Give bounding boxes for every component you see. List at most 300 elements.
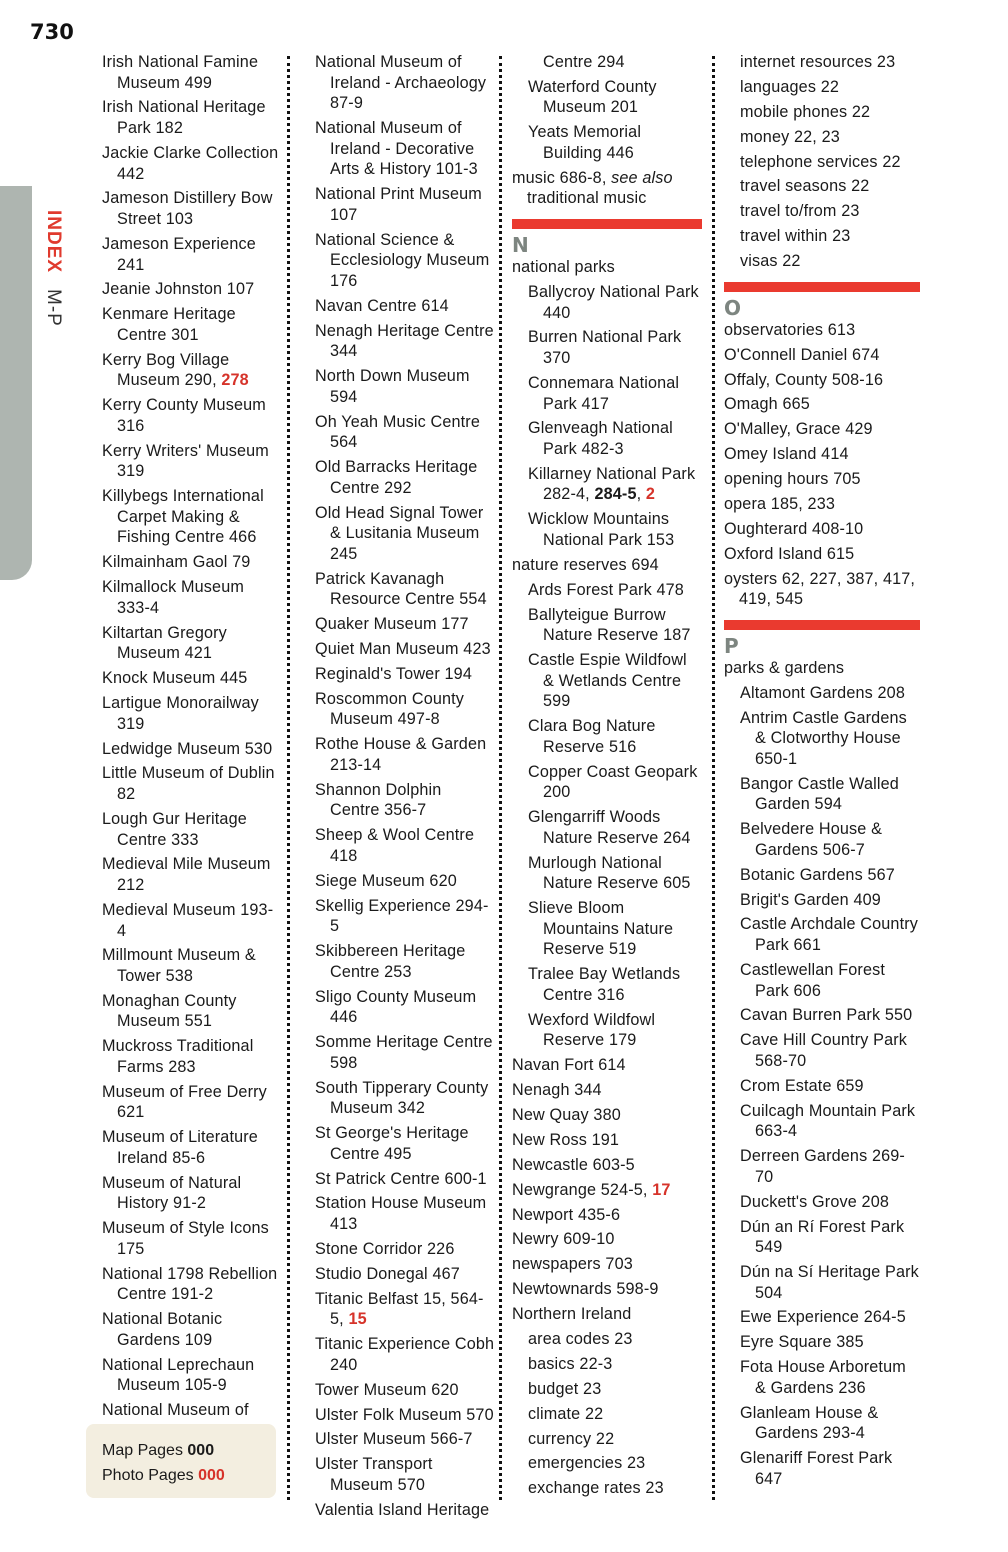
entry-text: Irish National Heritage Park 182	[102, 98, 266, 138]
entry-text: Sligo County Museum 446	[315, 987, 477, 1027]
index-entry	[315, 689, 495, 730]
index-entry	[724, 345, 920, 366]
index-entry	[315, 734, 495, 775]
index-entry	[102, 1127, 280, 1168]
entry-text: Newry 609-10	[512, 1230, 615, 1249]
index-entry	[724, 569, 920, 610]
entry-text: Sheep & Wool Centre 418	[315, 826, 475, 865]
section-letter: N	[512, 233, 529, 258]
map-page-ref: 278	[221, 371, 249, 390]
entry-text: Bangor Castle Walled Garden 594	[740, 774, 899, 814]
entry-text: Kerry Bog Village Museum 290,	[102, 350, 230, 390]
entry-text: Station House Museum 413	[315, 1194, 487, 1233]
section-letter: O	[724, 295, 742, 320]
index-entry	[315, 780, 495, 821]
entry-text: Dún an Rí Forest Park 549	[740, 1217, 905, 1257]
entry-text: Patrick Kavanagh Resource Centre 554	[315, 569, 487, 609]
index-subentry	[740, 960, 920, 1001]
entry-text: Navan Fort 614	[512, 1056, 626, 1075]
index-subentry	[740, 819, 920, 860]
map-page-ref: 15	[348, 1310, 367, 1329]
entry-text: Murlough National Nature Reserve 605	[528, 853, 691, 893]
entry-text: Clara Bog Nature Reserve 516	[528, 717, 656, 756]
entry-text: North Down Museum 594	[315, 367, 470, 406]
entry-text: Wexford Wildfowl Reserve 179	[528, 1010, 656, 1050]
entry-text: Castle Archdale Country Park 661	[740, 915, 919, 955]
index-subentry	[740, 1146, 920, 1187]
entry-text: Wicklow Mountains National Park 153	[528, 510, 675, 549]
index-entry	[102, 234, 280, 275]
entry-text: Stone Corridor 226	[315, 1239, 455, 1258]
entry-text: Glengarriff Woods Nature Reserve 264	[528, 808, 691, 847]
entry-text: Old Head Signal Tower & Lusitania Museum 245	[315, 503, 484, 563]
index-subentry	[740, 1101, 920, 1142]
column-divider	[287, 56, 290, 1500]
index-subentry	[528, 1379, 702, 1400]
entry-text: Dún na Sí Heritage Park 504	[740, 1263, 919, 1302]
entry-text: National Museum of	[102, 1401, 249, 1420]
letter-section-header	[724, 282, 920, 320]
index-entry	[102, 143, 280, 184]
entry-text: Titanic Experience Cobh 240	[315, 1335, 495, 1374]
entry-text: Kerry County Museum 316	[102, 396, 266, 435]
entry-text: Knock Museum 445	[102, 669, 248, 688]
entry-text: Ledwidge Museum 530	[102, 739, 273, 758]
entry-text: Medieval Mile Museum 212	[102, 855, 271, 895]
entry-text: budget 23	[528, 1379, 602, 1398]
entry-text: Antrim Castle Gardens & Clotworthy House 650-1	[740, 708, 907, 768]
index-subentry	[740, 226, 920, 247]
entry-text: Kilmainham Gaol 79	[102, 553, 251, 572]
index-entry	[315, 1169, 495, 1190]
map-page-ref: 17	[652, 1180, 671, 1199]
index-entry	[512, 1180, 702, 1201]
tab-secondary-label: M-P	[43, 289, 64, 328]
entry-text: Reginald's Tower 194	[315, 664, 472, 683]
index-entry	[315, 1078, 495, 1119]
index-entry	[315, 1032, 495, 1073]
index-entry	[315, 366, 495, 407]
page-number: 730	[30, 20, 74, 44]
index-subentry	[740, 201, 920, 222]
index-entry	[512, 1130, 702, 1151]
entry-text: Jameson Distillery Bow Street 103	[102, 189, 273, 229]
entry-text: O'Malley, Grace 429	[724, 420, 873, 439]
index-subentry	[528, 762, 702, 803]
index-subentry	[740, 102, 920, 123]
tab-primary-label: INDEX	[43, 210, 64, 274]
index-entry	[315, 1264, 495, 1285]
entry-text: Eyre Square 385	[740, 1333, 864, 1352]
index-entry	[102, 945, 280, 986]
entry-text: Burren National Park 370	[528, 328, 682, 368]
index-entry	[102, 623, 280, 664]
entry-text: national parks	[512, 258, 615, 277]
index-entry	[102, 577, 280, 618]
entry-text: St George's Heritage Centre 495	[315, 1124, 469, 1163]
index-entry	[102, 97, 280, 138]
index-subentry	[740, 1262, 920, 1303]
page-legend	[86, 1424, 276, 1498]
entry-text: Medieval Museum 193-4	[102, 900, 274, 940]
index-subentry	[740, 774, 920, 815]
entry-text: National Print Museum 107	[315, 185, 482, 224]
index-entry	[315, 614, 495, 635]
index-entry	[102, 188, 280, 229]
index-entry	[724, 444, 920, 465]
index-entry	[102, 739, 280, 760]
index-entry	[724, 544, 920, 565]
entry-text: National Leprechaun Museum 105-9	[102, 1355, 255, 1395]
entry-text: Copper Coast Geopark 200	[528, 762, 698, 802]
index-subentry	[528, 464, 702, 505]
index-entry	[102, 763, 280, 804]
index-entry	[315, 1405, 495, 1426]
entry-text: basics 22-3	[528, 1354, 613, 1373]
entry-text: National 1798 Rebellion Centre 191-2	[102, 1264, 278, 1304]
index-subentry	[528, 898, 702, 960]
index-subentry	[528, 1429, 702, 1450]
letter-section-header	[512, 219, 702, 257]
index-subentry	[740, 865, 920, 886]
photo-pages-value: 000	[198, 1467, 225, 1484]
entry-text: languages 22	[740, 77, 840, 96]
entry-text: Duckett's Grove 208	[740, 1192, 889, 1211]
index-entry	[102, 1173, 280, 1214]
entry-text: travel within 23	[740, 227, 851, 246]
index-subentry	[740, 1403, 920, 1444]
entry-text: mobile phones 22	[740, 102, 871, 121]
entry-text: travel seasons 22	[740, 177, 870, 196]
index-entry	[315, 1500, 495, 1521]
entry-text: opening hours 705	[724, 470, 861, 489]
index-entry	[724, 394, 920, 415]
entry-text: travel to/from 23	[740, 202, 860, 221]
entry-text: Castlewellan Forest Park 606	[740, 960, 885, 1000]
entry-text: Tower Museum 620	[315, 1380, 459, 1399]
index-subentry	[528, 282, 702, 323]
entry-text: Glanleam House & Gardens 293-4	[740, 1403, 879, 1443]
index-entry	[512, 1155, 702, 1176]
section-bar	[724, 282, 920, 292]
index-entry	[315, 118, 495, 180]
entry-text: Oxford Island 615	[724, 544, 855, 563]
index-subentry	[528, 1453, 702, 1474]
entry-text: Irish National Famine Museum 499	[102, 53, 259, 92]
index-entry	[315, 1380, 495, 1401]
entry-text: South Tipperary County Museum 342	[315, 1078, 489, 1118]
index-entry	[102, 486, 280, 548]
entry-text: Museum of Literature Ireland 85-6	[102, 1128, 258, 1167]
index-entry	[512, 1080, 702, 1101]
entry-text: Brigit's Garden 409	[740, 890, 881, 909]
index-subentry	[740, 52, 920, 73]
index-entry	[315, 457, 495, 498]
entry-text: Studio Donegal 467	[315, 1264, 460, 1283]
index-entry	[315, 987, 495, 1028]
index-entry	[315, 321, 495, 362]
entry-text: Valentia Island Heritage	[315, 1500, 490, 1519]
entry-text: National Botanic Gardens 109	[102, 1310, 223, 1349]
index-entry	[315, 412, 495, 453]
entry-text: Siege Museum 620	[315, 871, 457, 890]
entry-text: Little Museum of Dublin 82	[102, 764, 275, 804]
entry-text: Lartigue Monorailway 319	[102, 694, 259, 733]
index-subentry	[528, 77, 702, 118]
entry-text: Ards Forest Park 478	[528, 580, 684, 599]
entry-text: National Museum of Ireland - Decorative Arts & History 101-3	[315, 119, 478, 179]
index-entry	[102, 1218, 280, 1259]
index-entry	[512, 168, 702, 209]
entry-text: Skellig Experience 294-5	[315, 896, 489, 936]
index-subentry	[740, 1448, 920, 1489]
index-column-1	[102, 52, 280, 1446]
index-entry	[724, 494, 920, 515]
entry-text: telephone services 22	[740, 152, 901, 171]
side-tab-label	[42, 210, 64, 327]
index-subentry	[528, 509, 702, 550]
index-entry	[315, 569, 495, 610]
index-entry	[315, 296, 495, 317]
index-subentry	[528, 853, 702, 894]
entry-text: Roscommon County Museum 497-8	[315, 689, 465, 729]
index-subentry	[528, 1329, 702, 1350]
index-entry	[512, 1055, 702, 1076]
index-subentry	[528, 1478, 702, 1499]
index-subentry	[740, 251, 920, 272]
entry-text: climate 22	[528, 1404, 604, 1423]
index-entry	[512, 1229, 702, 1250]
entry-text: observatories 613	[724, 320, 856, 339]
entry-text: Lough Gur Heritage Centre 333	[102, 809, 247, 849]
index-entry	[724, 519, 920, 540]
entry-text: Old Barracks Heritage Centre 292	[315, 458, 478, 497]
index-entry	[724, 658, 920, 679]
entry-text: Monaghan County Museum 551	[102, 991, 237, 1031]
index-subentry	[528, 807, 702, 848]
cross-reference: see also	[611, 168, 673, 187]
entry-text: O'Connell Daniel 674	[724, 345, 880, 364]
index-subentry	[740, 683, 920, 704]
entry-text: Quiet Man Museum 423	[315, 640, 491, 658]
entry-text: New Quay 380	[512, 1105, 621, 1124]
index-entry	[512, 1304, 702, 1325]
entry-text: Slieve Bloom Mountains Nature Reserve 519	[528, 899, 674, 959]
index-entry	[512, 555, 702, 576]
index-subentry	[740, 1357, 920, 1398]
index-subentry	[528, 1404, 702, 1425]
entry-text: visas 22	[740, 252, 801, 271]
index-subentry	[528, 1010, 702, 1051]
index-entry	[315, 1289, 495, 1330]
entry-text: Derreen Gardens 269-70	[740, 1147, 905, 1186]
index-entry	[315, 664, 495, 685]
index-entry	[102, 1309, 280, 1350]
index-subentry	[528, 716, 702, 757]
index-subentry	[528, 964, 702, 1005]
entry-text: Waterford County Museum 201	[528, 77, 657, 117]
index-subentry	[740, 127, 920, 148]
entry-text: Museum of Natural History 91-2	[102, 1173, 242, 1213]
index-entry	[315, 1334, 495, 1375]
index-subentry	[740, 1217, 920, 1258]
entry-text: Glenveagh National Park 482-3	[528, 419, 673, 458]
entry-text: Kiltartan Gregory Museum 421	[102, 623, 227, 663]
index-entry	[315, 825, 495, 866]
index-entry	[512, 1254, 702, 1275]
entry-text: Killybegs International Carpet Making & Fishing Centre 466	[102, 487, 264, 547]
entry-text: Oughterard 408-10	[724, 519, 864, 538]
index-entry	[724, 419, 920, 440]
section-letter: P	[724, 633, 739, 658]
section-bar	[512, 219, 702, 229]
entry-text: oysters 62, 227, 387, 417, 419, 545	[724, 569, 916, 609]
entry-text: emergencies 23	[528, 1454, 646, 1473]
index-subentry	[740, 1030, 920, 1071]
index-entry	[102, 350, 280, 391]
entry-text: Navan Centre 614	[315, 296, 449, 315]
index-entry	[102, 1355, 280, 1396]
entry-text: Oh Yeah Music Centre 564	[315, 412, 480, 452]
index-entry	[315, 1429, 495, 1450]
index-entry	[315, 896, 495, 937]
index-entry	[102, 693, 280, 734]
index-entry	[315, 230, 495, 292]
index-subentry	[740, 77, 920, 98]
index-entry	[102, 1036, 280, 1077]
entry-text: Northern Ireland	[512, 1305, 632, 1324]
separator: ,	[636, 485, 646, 504]
entry-text: Fota House Arboretum & Gardens 236	[740, 1358, 906, 1397]
entry-text: Cave Hill Country Park 568-70	[740, 1031, 908, 1070]
entry-text: Newgrange 524-5,	[512, 1180, 653, 1199]
index-entry	[102, 395, 280, 436]
index-entry	[512, 257, 702, 278]
index-entry	[315, 1193, 495, 1234]
entry-text: St Patrick Centre 600-1	[315, 1169, 487, 1188]
entry-text: Glenariff Forest Park 647	[740, 1449, 893, 1488]
index-subentry	[528, 418, 702, 459]
index-subentry	[740, 1332, 920, 1353]
index-subentry	[740, 1076, 920, 1097]
index-entry	[102, 1264, 280, 1305]
index-subentry	[528, 122, 702, 163]
entry-text: exchange rates 23	[528, 1479, 664, 1498]
index-subentry	[528, 373, 702, 414]
entry-text: Cuilcagh Mountain Park 663-4	[740, 1101, 916, 1141]
entry-text: Kerry Writers' Museum 319	[102, 441, 269, 481]
entry-text: Ballycroy National Park 440	[528, 282, 699, 322]
entry-text: Nenagh 344	[512, 1081, 602, 1100]
index-entry	[102, 991, 280, 1032]
index-entry	[102, 441, 280, 482]
entry-text: Jackie Clarke Collection 442	[102, 143, 279, 183]
entry-text: Botanic Gardens 567	[740, 865, 895, 884]
index-entry	[102, 304, 280, 345]
index-entry	[102, 52, 280, 93]
index-column-2	[315, 52, 495, 1525]
entry-text: Newtownards 598-9	[512, 1280, 659, 1299]
index-entry	[512, 1105, 702, 1126]
index-entry	[315, 1454, 495, 1495]
index-entry	[315, 871, 495, 892]
index-subentry	[740, 708, 920, 770]
entry-text: Ulster Transport Museum 570	[315, 1455, 433, 1494]
index-subentry	[528, 580, 702, 601]
index-entry	[102, 279, 280, 300]
entry-text: opera 185, 233	[724, 494, 836, 513]
entry-text: Newport 435-6	[512, 1205, 621, 1224]
entry-text: Kenmare Heritage Centre 301	[102, 305, 236, 344]
entry-text: Killarney National Park 282-4,	[528, 464, 696, 504]
index-entry	[512, 1279, 702, 1300]
index-subentry	[740, 1307, 920, 1328]
column-divider	[499, 56, 502, 1500]
index-entry	[102, 900, 280, 941]
entry-text: Ballyteigue Burrow Nature Reserve 187	[528, 605, 691, 645]
entry-text: New Ross 191	[512, 1130, 620, 1149]
index-subentry	[740, 914, 920, 955]
index-subentry	[528, 1354, 702, 1375]
entry-text: Connemara National Park 417	[528, 373, 680, 413]
entry-text: Crom Estate 659	[740, 1076, 864, 1095]
index-entry	[315, 639, 495, 660]
map-pages-value: 000	[187, 1442, 215, 1459]
index-entry	[315, 1239, 495, 1260]
index-entry	[102, 552, 280, 573]
entry-text: Millmount Museum & Tower 538	[102, 946, 256, 985]
entry-text-after: traditional music	[527, 189, 647, 208]
entry-text: Ulster Museum 566-7	[315, 1430, 473, 1449]
entry-text: Ulster Folk Museum 570	[315, 1405, 494, 1424]
entry-text: Omagh 665	[724, 395, 810, 414]
section-bar	[724, 620, 920, 630]
entry-text: Jeanie Johnston 107	[102, 280, 255, 299]
entry-text: Nenagh Heritage Centre 344	[315, 321, 494, 361]
index-entry	[528, 52, 702, 73]
entry-text: Skibbereen Heritage Centre 253	[315, 942, 466, 981]
entry-text: National Museum of Ireland - Archaeology 87-9	[315, 53, 487, 113]
index-subentry	[528, 605, 702, 646]
index-subentry	[740, 152, 920, 173]
index-subentry	[740, 1005, 920, 1026]
index-entry	[102, 1082, 280, 1123]
index-subentry	[528, 327, 702, 368]
side-tab	[0, 186, 32, 580]
entry-text: Muckross Traditional Farms 283	[102, 1037, 254, 1076]
letter-section-header	[724, 620, 920, 658]
entry-text: Newcastle 603-5	[512, 1155, 635, 1174]
entry-text: Offaly, County 508-16	[724, 370, 884, 389]
index-entry	[315, 52, 495, 114]
entry-text: Altamont Gardens 208	[740, 683, 905, 702]
index-subentry	[740, 1192, 920, 1213]
entry-text: Museum of Free Derry 621	[102, 1082, 267, 1122]
column-divider	[712, 56, 715, 1500]
entry-text: Titanic Belfast 15, 564-5,	[315, 1289, 484, 1329]
entry-text: internet resources 23	[740, 53, 896, 71]
index-entry	[724, 320, 920, 341]
entry-text: Tralee Bay Wetlands Centre 316	[528, 965, 681, 1004]
index-entry	[512, 1205, 702, 1226]
entry-text: Shannon Dolphin Centre 356-7	[315, 780, 442, 820]
index-entry	[315, 184, 495, 225]
map-page-ref: 2	[645, 485, 656, 504]
entry-text: Quaker Museum 177	[315, 615, 469, 634]
entry-text: National Science & Ecclesiology Museum 176	[315, 230, 490, 290]
entry-text: Omey Island 414	[724, 445, 849, 464]
entry-text: money 22, 23	[740, 127, 840, 146]
